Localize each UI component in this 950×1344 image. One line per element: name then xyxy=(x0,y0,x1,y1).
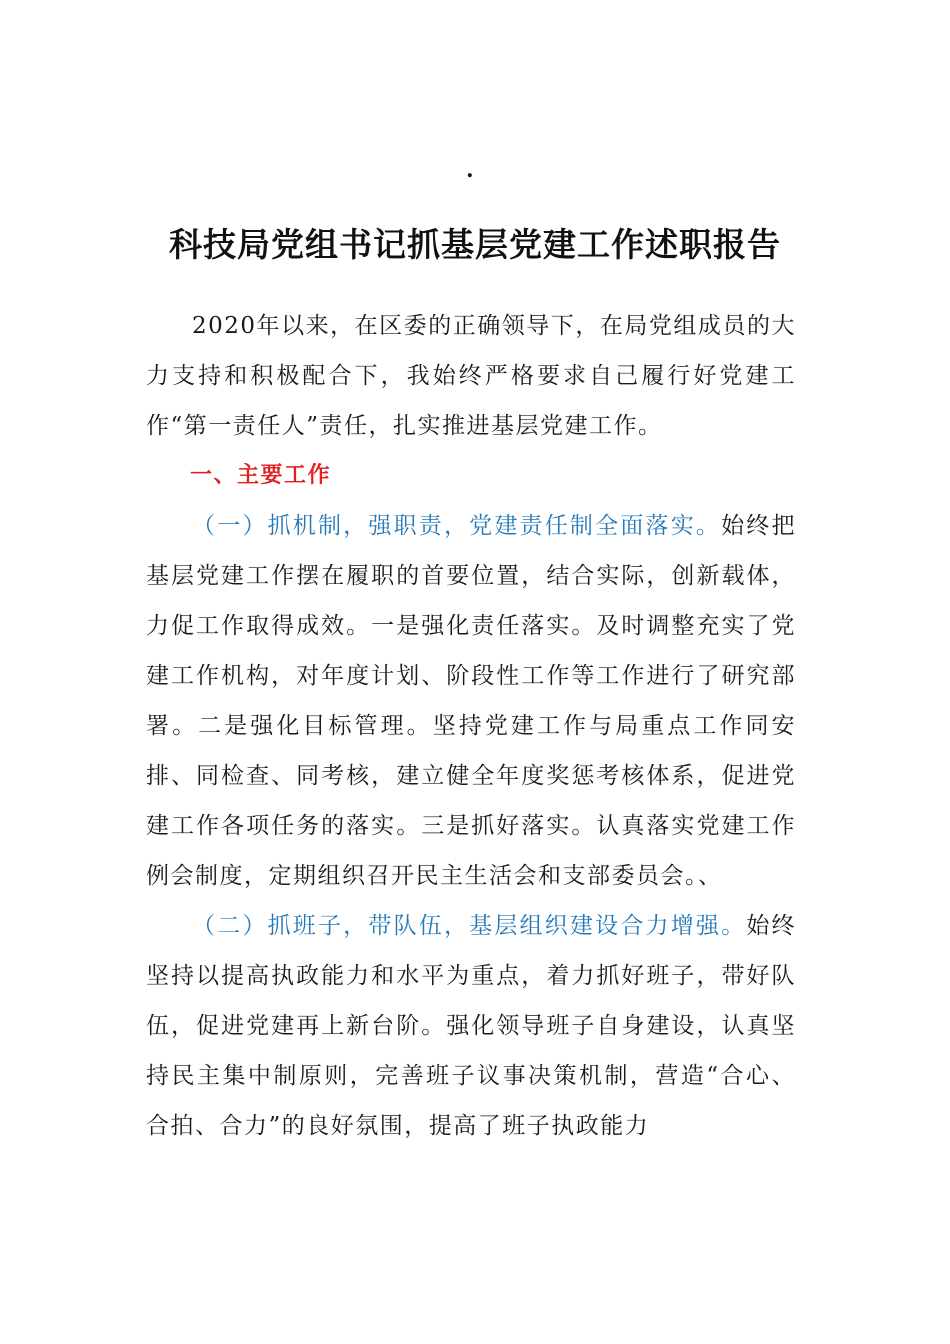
header-dot: . xyxy=(466,157,474,183)
subsection-2-body: 始终坚持以提高执政能力和水平为重点，着力抓好班子，带好队伍，促进党建再上新台阶。强化领导班子自身建设，认真坚持民主集中制原则，完善班子议事决策机制，营造“合心、合拍、合力”的良好氛围，提高了班子执政能力 xyxy=(146,913,797,1139)
document-title: 科技局党组书记抓基层党建工作述职报告 xyxy=(169,225,781,265)
section-heading-main-work: 一、主要工作 xyxy=(190,463,332,488)
subsection-1-heading: （一）抓机制，强职责，党建责任制全面落实。 xyxy=(192,513,722,539)
subsection-2-heading: （二）抓班子，带队伍，基层组织建设合力增强。 xyxy=(192,913,747,939)
subsection-1-paragraph xyxy=(146,501,796,901)
subsection-1-body: 始终把基层党建工作摆在履职的首要位置，结合实际，创新载体，力促工作取得成效。一是强化责任落实。及时调整充实了党建工作机构，对年度计划、阶段性工作等工作进行了研究部署。二是强化目标管理。坚持党建工作与局重点工作同安排、同检查、同考核，建立健全年度奖惩考核体系，促进党建工作各项任务的落实。三是抓好落实。认真落实党建工作例会制度，定期组织召开民主生活会和支部委员会。、 xyxy=(146,513,797,889)
subsection-2-paragraph xyxy=(146,901,796,1151)
document-body xyxy=(146,301,796,1151)
intro-paragraph: 2020年以来，在区委的正确领导下，在局党组成员的大力支持和积极配合下，我始终严格要求自己履行好党建工作“第一责任人”责任，扎实推进基层党建工作。 xyxy=(146,313,796,439)
